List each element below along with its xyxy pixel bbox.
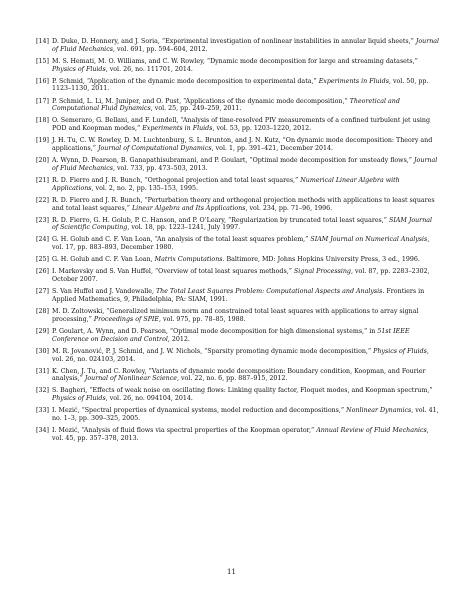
reference-number: [19] [36, 137, 49, 145]
reference-number: [30] [36, 347, 49, 355]
reference-segment: R. D. Fierro and J. R. Bunch, “Perturbation theory and orthogonal projection methods with applications to least squares and total least squares,” [52, 196, 435, 212]
reference-segment: , vol. 50, pp. 1123–1130, 2011. [52, 77, 429, 93]
reference-text [52, 117, 440, 133]
reference-text [52, 328, 440, 344]
reference-segment: , vol. 733, pp. 473–503, 2013. [112, 164, 208, 172]
reference-venue: SIAM Journal on Numerical Analysis [310, 236, 428, 244]
reference-entry [36, 256, 440, 264]
reference-entry [36, 58, 440, 74]
reference-text [52, 387, 440, 403]
reference-entry [36, 117, 440, 133]
reference-segment: M. D. Zoltowski, “Generalized minimum norm and constrained total least squares with applications to array signal processing,” [52, 308, 419, 323]
reference-number: [29] [36, 327, 49, 335]
reference-segment: , vol. 26, no. 111701, 2014. [105, 65, 193, 73]
reference-number: [16] [36, 77, 49, 85]
reference-number: [32] [36, 387, 49, 395]
reference-segment: , vol. 2, no. 2, pp. 135–153, 1995. [91, 184, 198, 192]
reference-number: [27] [36, 288, 49, 296]
reference-text [52, 348, 440, 364]
reference-number: [21] [36, 176, 49, 184]
reference-text [52, 137, 440, 153]
reference-segment: O. Semeraro, G. Bellani, and F. Lundell, “Analysis of time-resolved PIV measurements of a confined turbulent jet using POD and Koopman modes,” [52, 117, 430, 133]
page-number: 11 [227, 568, 236, 576]
reference-venue: The Total Least Squares Problem: Computational Aspects and Analysis [155, 288, 383, 296]
reference-text [52, 157, 440, 173]
reference-venue: Journal of Computational Dynamics [97, 145, 212, 153]
reference-segment: I. Markovsky and S. Van Huffel, “Overview of total least squares methods,” [52, 268, 294, 276]
reference-segment: D. Duke, D. Honnery, and J. Soria, “Experimental investigation of nonlinear instabilities in annular liquid sheets,” [52, 38, 416, 45]
reference-segment: , vol. 17, pp. 883–893, December 1980. [52, 236, 430, 252]
reference-segment: A. Wynn, D. Pearson, B. Ganapathisubramani, and P. Goulart, “Optimal mode decomposition for unsteady flows,” [52, 157, 415, 165]
reference-venue: Matrix Computations [154, 256, 223, 264]
reference-segment: , vol. 1, pp. 391–421, December 2014. [211, 145, 334, 153]
reference-segment: R. D. Fierro, G. H. Golub, P. C. Hanson, and P. O’Leary, “Regularization by truncated total least squares,” [52, 216, 390, 224]
reference-entry [36, 308, 440, 324]
reference-text [52, 427, 440, 443]
reference-text [52, 217, 440, 233]
reference-segment: . Frontiers in Applied Mathematics, 9, Philadelphia, PA: SIAM, 1991. [52, 288, 425, 303]
reference-entry [36, 348, 440, 364]
reference-entry [36, 137, 440, 153]
reference-text [52, 308, 440, 324]
reference-segment: , vol. 41, no. 1–3, pp. 309–325, 2005. [52, 407, 439, 423]
reference-segment: , vol. 691, pp. 594–604, 2012. [112, 45, 208, 53]
reference-venue: Linear Algebra and Its Applications [131, 204, 246, 212]
reference-number: [24] [36, 236, 49, 244]
reference-venue: Numerical Linear Algebra with Applications [52, 176, 400, 192]
reference-venue: Nonlinear Dynamics [346, 407, 412, 415]
reference-segment: G. H. Golub and C. F. Van Loan, “An analysis of the total least squares problem,” [52, 236, 311, 244]
reference-text [52, 197, 440, 213]
reference-segment: , vol. 975, pp. 78–85, 1988. [159, 315, 246, 323]
reference-entry [36, 407, 440, 423]
reference-text [52, 268, 440, 284]
reference-venue: Proceedings of SPIE [93, 315, 160, 323]
reference-venue: Annual Review of Fluid Mechanics [316, 427, 427, 435]
reference-text [52, 78, 440, 94]
reference-entry [36, 288, 440, 304]
reference-segment: , vol. 53, pp. 1203–1220, 2012. [212, 125, 312, 133]
reference-number: [17] [36, 97, 49, 105]
reference-number: [22] [36, 196, 49, 204]
reference-segment: , vol. 26, no. 024103, 2014. [52, 347, 429, 363]
reference-segment: , vol. 22, no. 6, pp. 887–915, 2012. [177, 375, 288, 383]
reference-segment: P. Schmid, “Application of the dynamic mode decomposition to experimental data,” [52, 77, 319, 85]
reference-venue: Experiments in Fluids [318, 77, 389, 85]
reference-entry [36, 427, 440, 443]
reference-entry [36, 197, 440, 213]
reference-segment: P. Schmid, L. Li, M. Juniper, and O. Pust, “Applications of the dynamic mode decomposition,” [52, 97, 350, 105]
reference-text [52, 407, 440, 423]
reference-number: [33] [36, 407, 49, 415]
reference-segment: G. H. Golub and C. F. Van Loan, [52, 256, 155, 264]
reference-number: [34] [36, 427, 49, 435]
reference-entry [36, 236, 440, 252]
reference-venue: SIAM Journal of Scientific Computing [52, 216, 433, 232]
reference-number: [18] [36, 117, 49, 125]
reference-venue: Physics of Fluids [373, 347, 427, 355]
reference-venue: Journal of Fluid Mechanics [52, 38, 440, 53]
reference-venue: Physics of Fluids [52, 395, 106, 403]
reference-entry [36, 157, 440, 173]
reference-text [52, 256, 440, 264]
reference-number: [14] [36, 38, 49, 45]
reference-entry [36, 217, 440, 233]
reference-segment: M. R. Jovanović, P. J. Schmid, and J. W. Nichols, “Sparsity promoting dynamic mode decomposition,” [52, 347, 374, 355]
reference-text [52, 368, 440, 384]
reference-segment: , 2012. [167, 335, 190, 343]
reference-text [52, 177, 440, 193]
reference-segment: I. Mezić, “Analysis of fluid flows via spectral properties of the Koopman operator,” [52, 427, 317, 435]
reference-venue: Signal Processing [293, 268, 351, 276]
reference-number: [26] [36, 268, 49, 276]
reference-text [52, 236, 440, 252]
reference-number: [31] [36, 367, 49, 375]
reference-venue: Journal of Nonlinear Science [84, 375, 177, 383]
reference-entry [36, 78, 440, 94]
reference-segment: . Baltimore, MD: Johns Hopkins University Press, 3 ed., 1996. [222, 256, 420, 264]
reference-venue: Physics of Fluids [52, 65, 106, 73]
reference-number: [25] [36, 256, 49, 264]
reference-entry [36, 368, 440, 384]
reference-entry [36, 38, 440, 54]
reference-segment: P. Goulart, A. Wynn, and D. Pearson, “Optimal mode decomposition for high dimensional systems,” in [52, 327, 378, 335]
reference-entry [36, 387, 440, 403]
reference-text [52, 288, 440, 304]
reference-segment: I. Mezić, “Spectral properties of dynamical systems, model reduction and decompositions,” [52, 407, 347, 415]
reference-venue: 51st IEEE Conference on Decision and Control [52, 327, 410, 343]
reference-segment: K. Chen, J. Tu, and C. Rowley, “Variants of dynamic mode decomposition: Boundary condition, Koopman, and Fourier analysis,” [52, 367, 426, 383]
reference-segment: J. H. Tu, C. W. Rowley, D. M. Luchtenburg, S. L. Brunton, and J. N. Kutz, “On dynamic mode decomposition: Theory and applications,” [52, 137, 433, 153]
reference-number: [23] [36, 216, 49, 224]
reference-segment: S. Bagheri, “Effects of weak noise on oscillating flows: Linking quality factor, Floquet modes, and Koopman spectrum,” [52, 387, 433, 395]
reference-number: [15] [36, 57, 49, 65]
reference-list [36, 38, 440, 447]
reference-venue: Journal of Fluid Mechanics [52, 157, 438, 172]
reference-entry [36, 177, 440, 193]
reference-segment: M. S. Hemati, M. O. Williams, and C. W. Rowley, “Dynamic mode decomposition for large and streaming datasets,” [52, 57, 418, 65]
reference-text [52, 98, 440, 114]
reference-number: [20] [36, 157, 49, 165]
reference-segment: , vol. 25, pp. 249–259, 2011. [150, 105, 242, 113]
reference-entry [36, 98, 440, 114]
reference-segment: , vol. 234, pp. 71–96, 1996. [245, 204, 333, 212]
reference-segment: , vol. 87, pp. 2283–2302, October 2007. [52, 268, 430, 284]
reference-text [52, 38, 440, 54]
reference-entry [36, 268, 440, 284]
reference-entry [36, 328, 440, 344]
reference-segment: , vol. 45, pp. 357–378, 2013. [52, 427, 429, 442]
reference-venue: Experiments in Fluids [142, 125, 213, 133]
reference-segment: R. D. Fierro and J. R. Bunch, “Orthogonal projection and total least squares,” [52, 176, 301, 184]
reference-segment: , vol. 26, no. 094104, 2014. [105, 395, 193, 403]
reference-venue: Theoretical and Computational Fluid Dynamics [52, 97, 400, 113]
reference-text [52, 58, 440, 74]
reference-segment: S. Van Huffel and J. Vandewalle, [52, 288, 156, 296]
reference-number: [28] [36, 308, 49, 316]
reference-segment: , vol. 18, pp. 1223–1241, July 1997. [127, 224, 241, 232]
